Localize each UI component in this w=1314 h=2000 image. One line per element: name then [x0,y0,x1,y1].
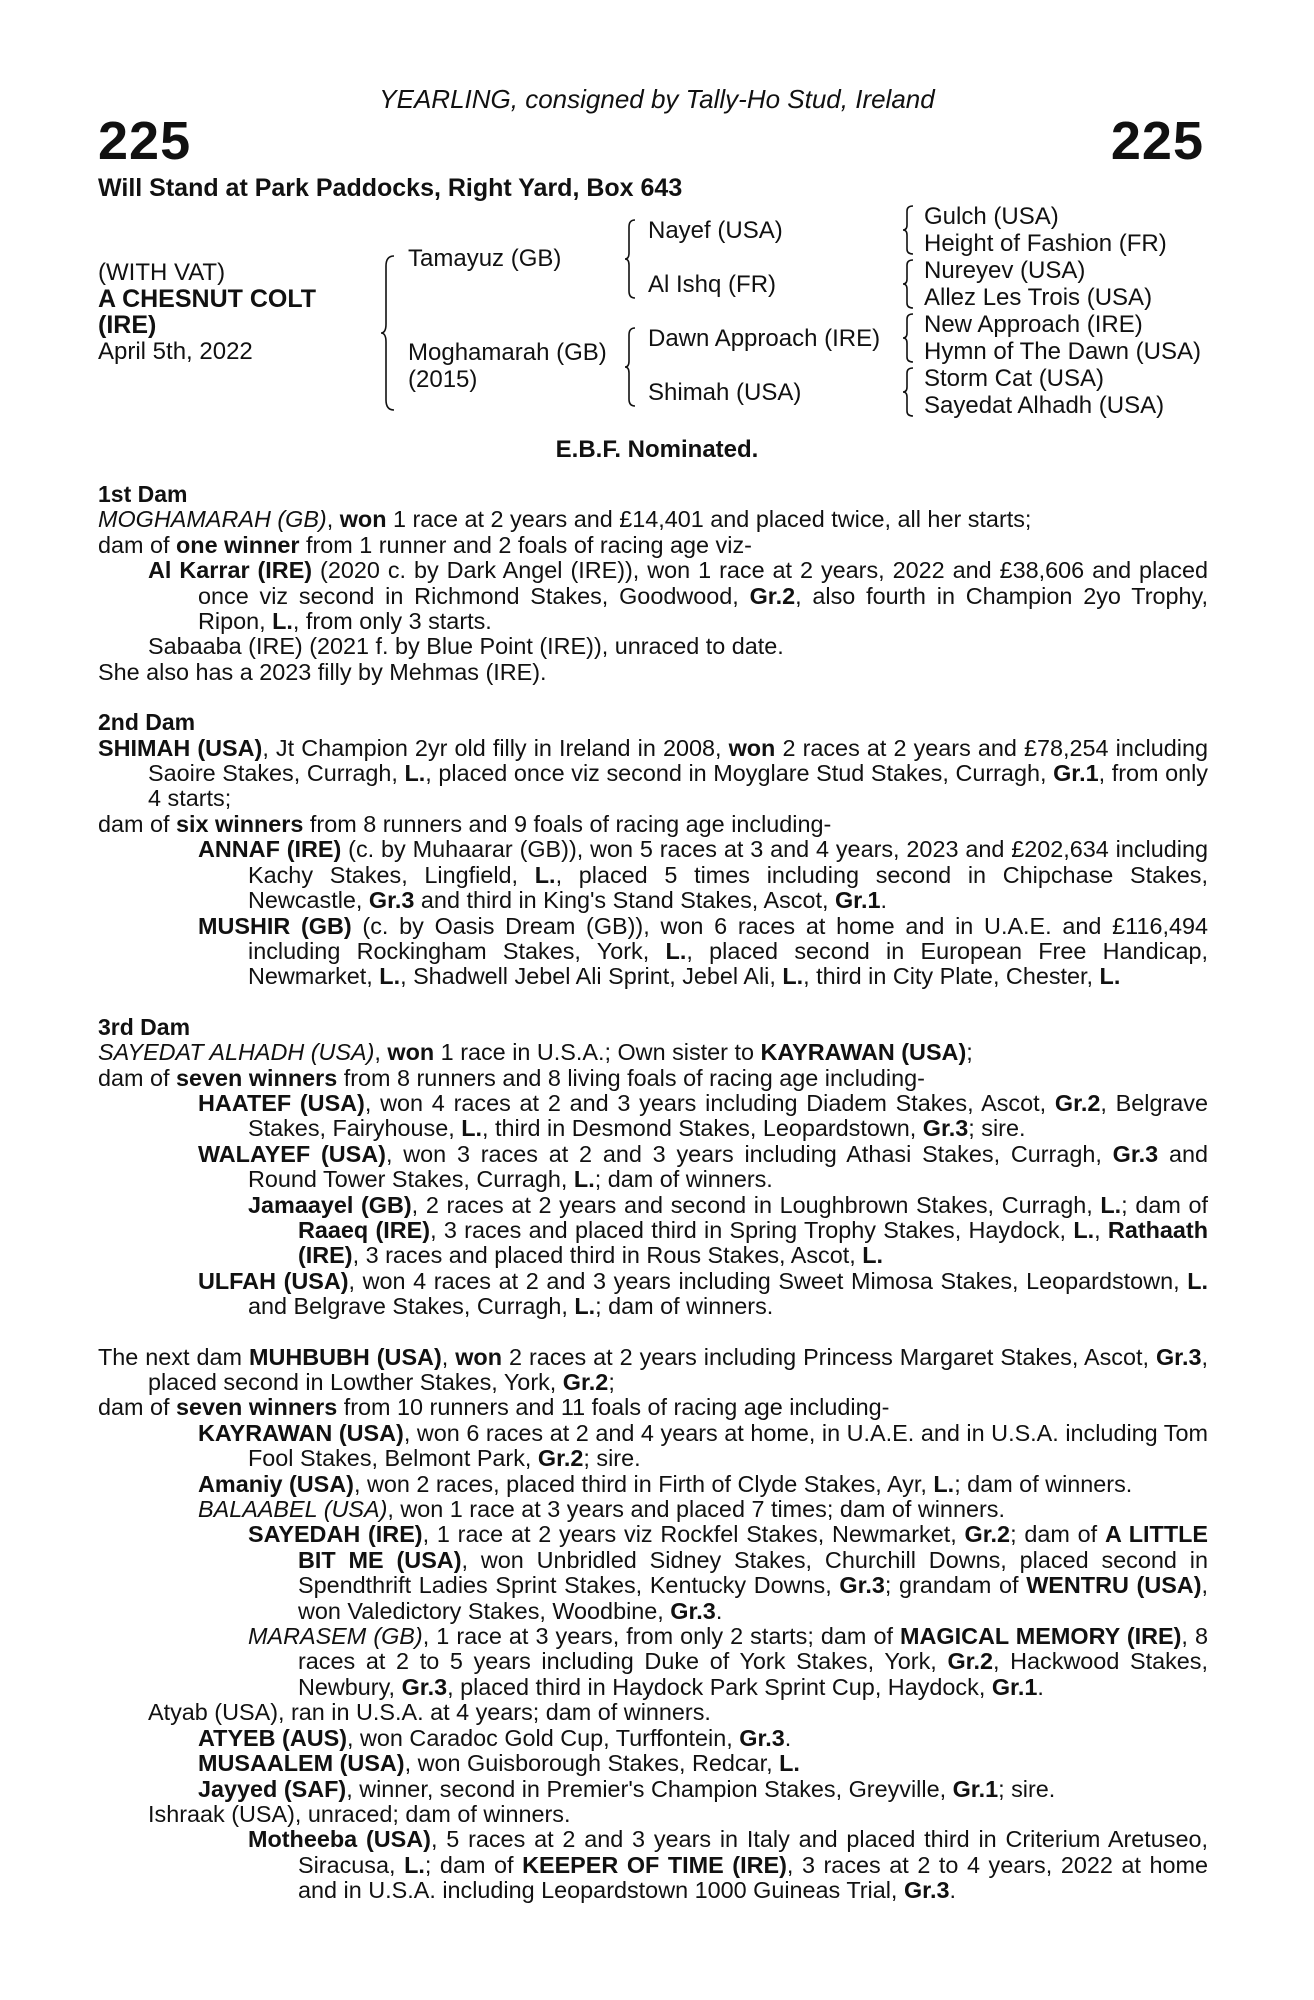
text: WENTRU (USA) [1026,1572,1202,1599]
text: A LITTLE BIT ME (USA) [298,1521,1208,1573]
gen4-ancestor: New Approach (IRE) [924,311,1143,338]
text: Ishraak (USA), unraced; dam of winners. [148,1800,571,1827]
text: Gr.2 [537,1445,584,1472]
text: ; dam of [1121,1191,1208,1218]
gen4-ancestor: Gulch (USA) [924,203,1059,230]
text: KEEPER OF TIME (IRE) [522,1851,787,1878]
foaling-date: April 5th, 2022 [98,338,253,365]
text: Gr.3 [368,887,415,914]
text: L. [1099,963,1121,990]
text: dam of [98,810,177,837]
text: ; dam of [1010,1521,1105,1548]
gen4-ancestor: Nureyev (USA) [924,257,1086,284]
sire-sire: Nayef (USA) [648,217,783,244]
produce-entry [98,1751,1208,1776]
lot-number-right: 225 [1110,111,1204,171]
text: 2 races at 2 years including Princess Margaret Stakes, Ascot, [502,1343,1156,1370]
text: , also fourth in Champion 2yo Trophy, Ripon, [198,582,1208,635]
text: and Belgrave Stakes, Curragh, [248,1293,575,1320]
text: ; sire. [998,1775,1056,1802]
produce-entry [98,558,1208,634]
catalogue-body [98,482,1208,1904]
produce-entry [98,914,1208,990]
second-dam-heading: 2nd Dam [98,709,196,736]
pedigree-brace [902,312,916,364]
text: . [1037,1673,1044,1700]
text: L. [534,861,556,888]
dam-name: SAYEDAT ALHADH (USA) [98,1039,375,1066]
gen4-ancestor: Allez Les Trois (USA) [924,284,1153,311]
text: won [728,734,776,761]
text: Gr.2 [749,582,796,609]
produce-entry [98,1726,1208,1751]
text: Gr.3 [1155,1343,1202,1370]
lot-number-left: 225 [98,111,192,171]
text: dam of [98,531,177,558]
sire-dam: Al Ishq (FR) [648,271,777,298]
pedigree-brace [902,366,916,418]
text: seven winners [176,1394,338,1421]
text: (c. by Oasis Dream (GB)), won 6 races at home and in U.A.E. and £116,494 including Rockingham Stakes, York, [248,912,1208,964]
horse-name: MUSAALEM (USA) [198,1750,405,1777]
text: , 1 race at 3 years, from only 2 starts; dam of [422,1623,901,1650]
text: , 8 races at 2 to 5 years including Duke of York Stakes, York, [298,1623,1208,1675]
text: Atyab (USA), ran in U.S.A. at 4 years; dam of winners. [148,1699,711,1726]
dam-record [98,507,1208,532]
text: Gr.2 [964,1521,1011,1548]
text: , Jt Champion 2yr old filly in Ireland in 2008, [262,734,729,761]
text: , third in Desmond Stakes, Leopardstown, [482,1115,923,1142]
text: , 3 races at 2 to 4 years, 2022 at home and in U.S.A. including Leopardstown 1000 Guineas Trial, [298,1851,1208,1904]
text: ; dam of winners. [594,1166,773,1193]
text: , won 3 races at 2 and 3 years including Athasi Stakes, Curragh, [385,1140,1113,1167]
dam-record [98,736,1208,812]
horse-name: BALAABEL (USA) [198,1496,388,1523]
produce-entry [98,1472,1208,1497]
first-dam-heading: 1st Dam [98,481,188,507]
gen4-ancestor: Storm Cat (USA) [924,365,1105,392]
text: , 3 races and placed third in Spring Trophy Stakes, Haydock, [430,1216,1074,1243]
text: Gr.2 [562,1369,609,1395]
dam-dam: Shimah (USA) [648,379,802,406]
pedigree-brace [380,254,398,412]
produce-entry [98,1802,1208,1827]
stabling-location: Will Stand at Park Paddocks, Right Yard, Box 643 [98,174,683,202]
text: 2 races at 2 years and £78,254 including Saoire Stakes, Curragh, [148,734,1208,787]
text: ; grandam of [884,1572,1027,1599]
text: , 5 races at 2 and 3 years in Italy and placed third in Criterium Aretuseo, Siracusa, [298,1826,1208,1878]
produce-entry [98,1142,1208,1193]
text: L. [272,608,293,635]
gen4-ancestor: Height of Fashion (FR) [924,230,1167,257]
text: L. [1187,1267,1208,1294]
text: , won Caradoc Gold Cup, Turffontein, [347,1724,740,1751]
text: , 1 race at 2 years viz Rockfel Stakes, Newmarket, [422,1521,965,1548]
text: L. [1100,1191,1122,1218]
text: , third in City Plate, Chester, [803,963,1100,990]
dam-sire: Dawn Approach (IRE) [648,325,881,352]
text: won [339,506,387,533]
text: Gr.3 [739,1724,785,1751]
text: L. [1073,1216,1095,1243]
text: six winners [176,810,304,837]
text: Gr.3 [670,1597,716,1624]
horse-origin: (IRE) [98,311,157,339]
dam-name: MUHBUBH (USA) [248,1343,442,1370]
produce-summary [98,1066,1208,1091]
text: dam of [98,1064,177,1091]
produce-entry [98,1624,1208,1700]
text: , [441,1343,456,1370]
text: Sabaaba (IRE) (2021 f. by Blue Point (IRE)), unraced to date. [148,633,784,660]
text: , placed once viz second in Moyglare Stud Stakes, Curragh, [425,760,1054,787]
text: . [949,1877,956,1904]
text: ; [608,1369,615,1395]
dam: Moghamarah (GB) [408,339,607,366]
produce-entry [98,1269,1208,1320]
dam-year: (2015) [408,366,478,393]
text: MAGICAL MEMORY (IRE) [900,1623,1182,1650]
horse-name: ULFAH (USA) [198,1267,349,1294]
text: from 1 runner and 2 foals of racing age viz- [299,531,752,558]
text: L. [379,963,401,990]
horse-name: HAATEF (USA) [198,1089,365,1116]
text: She also has a 2023 filly by Mehmas (IRE). [98,658,547,685]
text: , won 1 race at 3 years and placed 7 times; dam of winners. [387,1496,1005,1523]
text: . [715,1597,723,1624]
horse-name: Amaniy (USA) [198,1470,354,1497]
ebf-nominated: E.B.F. Nominated. [555,436,759,463]
text: Gr.1 [834,887,881,914]
text: L. [665,937,687,964]
text: , placed third in Haydock Park Sprint Cup, Haydock, [447,1673,992,1700]
pedigree-brace [624,218,638,300]
vat-note: (WITH VAT) [98,259,226,286]
text: Rathaath (IRE) [298,1216,1208,1269]
text: ; sire. [583,1445,641,1472]
text: , Belgrave Stakes, Fairyhouse, [248,1089,1208,1142]
text: Gr.1 [1053,760,1099,787]
text: and third in King's Stand Stakes, Ascot, [414,887,835,914]
pedigree-brace [902,204,916,256]
horse-name: WALAYEF (USA) [198,1140,386,1167]
produce-entry [98,1193,1208,1269]
horse-name: A CHESNUT COLT [98,285,317,313]
text: from 10 runners and 11 foals of racing age including- [337,1394,890,1421]
text: from 8 runners and 8 living foals of racing age including- [337,1064,925,1091]
text: The next dam [98,1343,249,1370]
text: Gr.3 [401,1673,448,1700]
horse-name: ANNAF (IRE) [198,836,342,863]
text: , won 6 races at 2 and 4 years at home, in U.A.E. and in U.S.A. including Tom Fool Stakes, Belmont Park, [248,1419,1208,1472]
text: Gr.1 [952,1775,999,1802]
gen4-ancestor: Hymn of The Dawn (USA) [924,338,1201,365]
text: KAYRAWAN (USA) [760,1039,967,1066]
text: L. [404,1851,425,1878]
text: Gr.3 [922,1115,969,1142]
text: , won 4 races at 2 and 3 years including Diadem Stakes, Ascot, [364,1089,1055,1116]
text: ; dam of winners. [954,1470,1133,1497]
text: , placed second in European Free Handicap, Newmarket, [248,937,1208,990]
produce-summary [98,1395,1208,1420]
text: , 3 races and placed third in Rous Stakes, Ascot, [352,1242,863,1269]
horse-name: MUSHIR (GB) [198,912,352,939]
text: L. [461,1115,483,1142]
text: dam of [98,1394,177,1421]
text: L. [573,1166,595,1193]
sire: Tamayuz (GB) [408,245,562,272]
text: Raaeq (IRE) [298,1216,431,1243]
text: . [784,1724,792,1751]
text: , from only 3 starts. [292,608,492,635]
horse-name: Jamaayel (GB) [248,1191,412,1218]
text: , won Guisborough Stakes, Redcar, [404,1750,780,1777]
text: , [374,1039,388,1066]
horse-name: MARASEM (GB) [248,1623,423,1650]
text: (2020 c. by Dark Angel (IRE)), won 1 race at 2 years, 2022 and £38,606 and placed once viz second in Richmond Stakes, Goodwood, [198,557,1208,609]
produce-summary [98,812,1208,837]
produce-entry [98,1522,1208,1624]
text: , [326,506,340,533]
horse-name: ATYEB (AUS) [198,1724,348,1751]
text: Gr.2 [1054,1089,1101,1116]
horse-name: Motheeba (USA) [248,1826,431,1853]
text: Gr.1 [991,1673,1038,1700]
produce-summary [98,533,1208,558]
text: . [880,887,887,914]
consignor-subtitle: YEARLING, consigned by Tally-Ho Stud, Ireland [379,84,935,114]
text: , won Valedictory Stakes, Woodbine, [298,1572,1208,1624]
text: one winner [176,531,300,558]
text: , won Unbridled Sidney Stakes, Churchill Downs, placed second in Spendthrift Ladies Sprint Stakes, Kentucky Downs, [298,1546,1208,1599]
produce-entry [98,1091,1208,1142]
horse-name: Jayyed (SAF) [198,1775,347,1802]
third-dam-heading: 3rd Dam [98,1013,191,1040]
produce-entry [98,1777,1208,1802]
text: , 2 races at 2 years and second in Loughbrown Stakes, Curragh, [411,1191,1101,1218]
text: , winner, second in Premier's Champion Stakes, Greyville, [346,1775,953,1802]
dam-name: SHIMAH (USA) [98,734,263,761]
dam-name: MOGHAMARAH (GB) [98,506,327,533]
pedigree-brace [902,258,916,310]
text: , Shadwell Jebel Ali Sprint, Jebel Ali, [400,963,783,990]
produce-entry [98,1497,1208,1522]
produce-entry [98,1827,1208,1903]
text: , Hackwood Stakes, Newbury, [298,1648,1209,1700]
text: (c. by Muhaarar (GB)), won 5 races at 3 and 4 years, 2023 and £202,634 including Kachy Stakes, Lingfield, [248,836,1208,888]
text: L. [574,1293,596,1320]
text: L. [933,1470,955,1497]
produce-entry [98,634,1208,659]
text: won [387,1039,435,1066]
produce-entry [98,1421,1208,1472]
text: 1 race in U.S.A.; Own sister to [434,1039,761,1066]
text: ; dam of winners. [595,1293,774,1320]
text: ; sire. [968,1115,1026,1142]
text: L. [862,1242,884,1269]
horse-name: KAYRAWAN (USA) [198,1419,404,1446]
gen4-ancestor: Sayedat Alhadh (USA) [924,392,1165,419]
pedigree-brace [624,326,638,408]
text: , placed 5 times including second in Chipchase Stakes, Newcastle, [248,861,1208,914]
text: L. [782,963,804,990]
text: Gr.3 [903,1877,950,1904]
horse-name: Al Karrar (IRE) [148,557,313,584]
text: from 8 runners and 9 foals of racing age including- [303,810,832,837]
produce-entry [98,1700,1208,1725]
horse-name: SAYEDAH (IRE) [248,1521,423,1548]
dam-record [98,1345,1208,1396]
text: Gr.3 [1112,1140,1159,1167]
text: , won 2 races, placed third in Firth of Clyde Stakes, Ayr, [353,1470,934,1497]
text: 1 race at 2 years and £14,401 and placed twice, all her starts; [386,506,1032,533]
text: Gr.2 [947,1648,993,1675]
text: and Round Tower Stakes, Curragh, [248,1140,1209,1193]
text: ; [966,1039,973,1066]
text: won [455,1343,502,1370]
text: , [1094,1216,1108,1243]
produce-entry [98,837,1208,913]
text: ; dam of [424,1851,523,1878]
text: , won 4 races at 2 and 3 years including Sweet Mimosa Stakes, Leopardstown, [348,1267,1188,1294]
text: , placed second in Lowther Stakes, York, [148,1343,1208,1395]
text: Gr.3 [839,1572,885,1599]
text: L. [404,760,426,787]
text: seven winners [176,1064,338,1091]
text: L. [779,1750,800,1777]
dam-record [98,1040,1208,1065]
text: , from only 4 starts; [148,760,1209,812]
produce-note [98,660,1208,685]
